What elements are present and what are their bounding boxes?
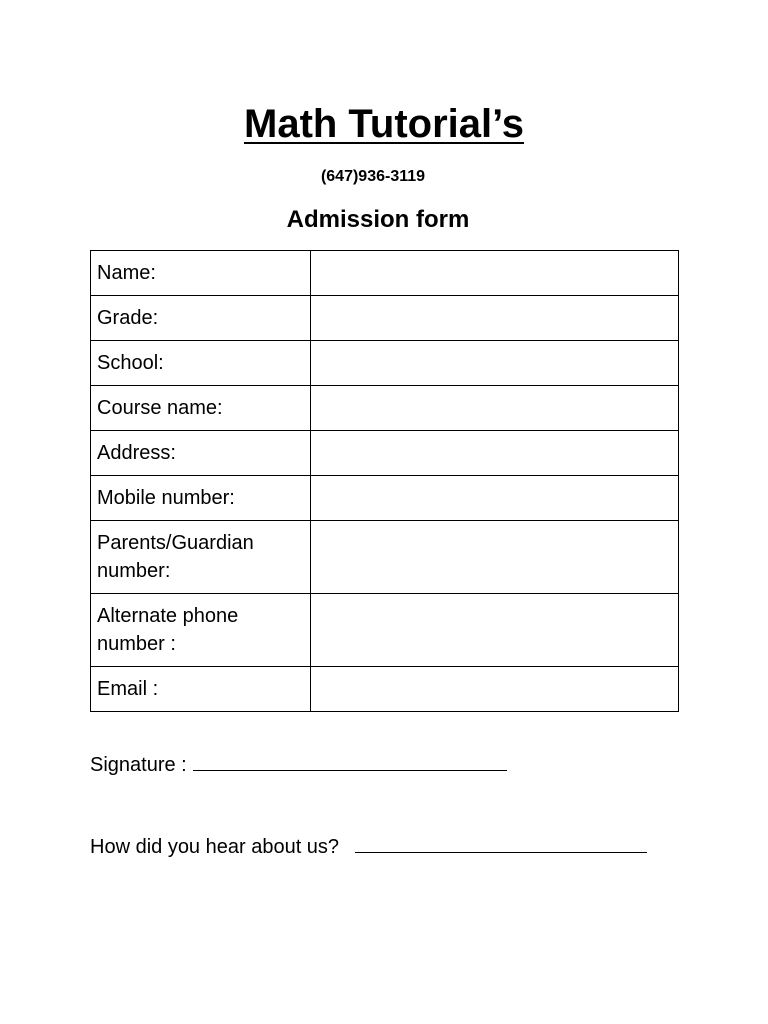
field-label-address: Address: — [91, 431, 311, 476]
form-subtitle: Admission form — [286, 206, 470, 233]
admission-form-table — [90, 250, 679, 712]
table-row — [91, 341, 679, 386]
signature-blank[interactable] — [193, 750, 507, 771]
field-value-alternate-phone[interactable] — [311, 594, 679, 667]
field-value-school[interactable] — [311, 341, 679, 386]
referral-question: How did you hear about us? — [90, 836, 340, 858]
table-row — [91, 386, 679, 431]
field-label-email: Email : — [91, 667, 311, 712]
field-value-mobile-number[interactable] — [311, 476, 679, 521]
signature-line — [90, 750, 507, 779]
field-value-grade[interactable] — [311, 296, 679, 341]
referral-line — [90, 832, 647, 861]
form-title-text: Math Tutorial’s — [244, 102, 524, 146]
field-value-guardian-number[interactable] — [311, 521, 679, 594]
table-row — [91, 251, 679, 296]
field-value-name[interactable] — [311, 251, 679, 296]
field-label-mobile-number: Mobile number: — [91, 476, 311, 521]
field-value-email[interactable] — [311, 667, 679, 712]
phone-number: (647)936-3119 — [320, 168, 426, 185]
table-row — [91, 431, 679, 476]
field-label-alternate-phone: Alternate phone number : — [91, 594, 311, 667]
field-label-school: School: — [91, 341, 311, 386]
form-title — [0, 98, 768, 150]
table-row — [91, 476, 679, 521]
field-label-name: Name: — [91, 251, 311, 296]
table-row — [91, 521, 679, 594]
field-label-grade: Grade: — [91, 296, 311, 341]
field-value-address[interactable] — [311, 431, 679, 476]
field-label-guardian-number: Parents/Guardian number: — [91, 521, 311, 594]
signature-label: Signature : — [90, 754, 187, 776]
table-row — [91, 667, 679, 712]
table-row — [91, 594, 679, 667]
field-value-course-name[interactable] — [311, 386, 679, 431]
referral-answer-blank[interactable] — [355, 832, 647, 853]
table-row — [91, 296, 679, 341]
field-label-course-name: Course name: — [91, 386, 311, 431]
